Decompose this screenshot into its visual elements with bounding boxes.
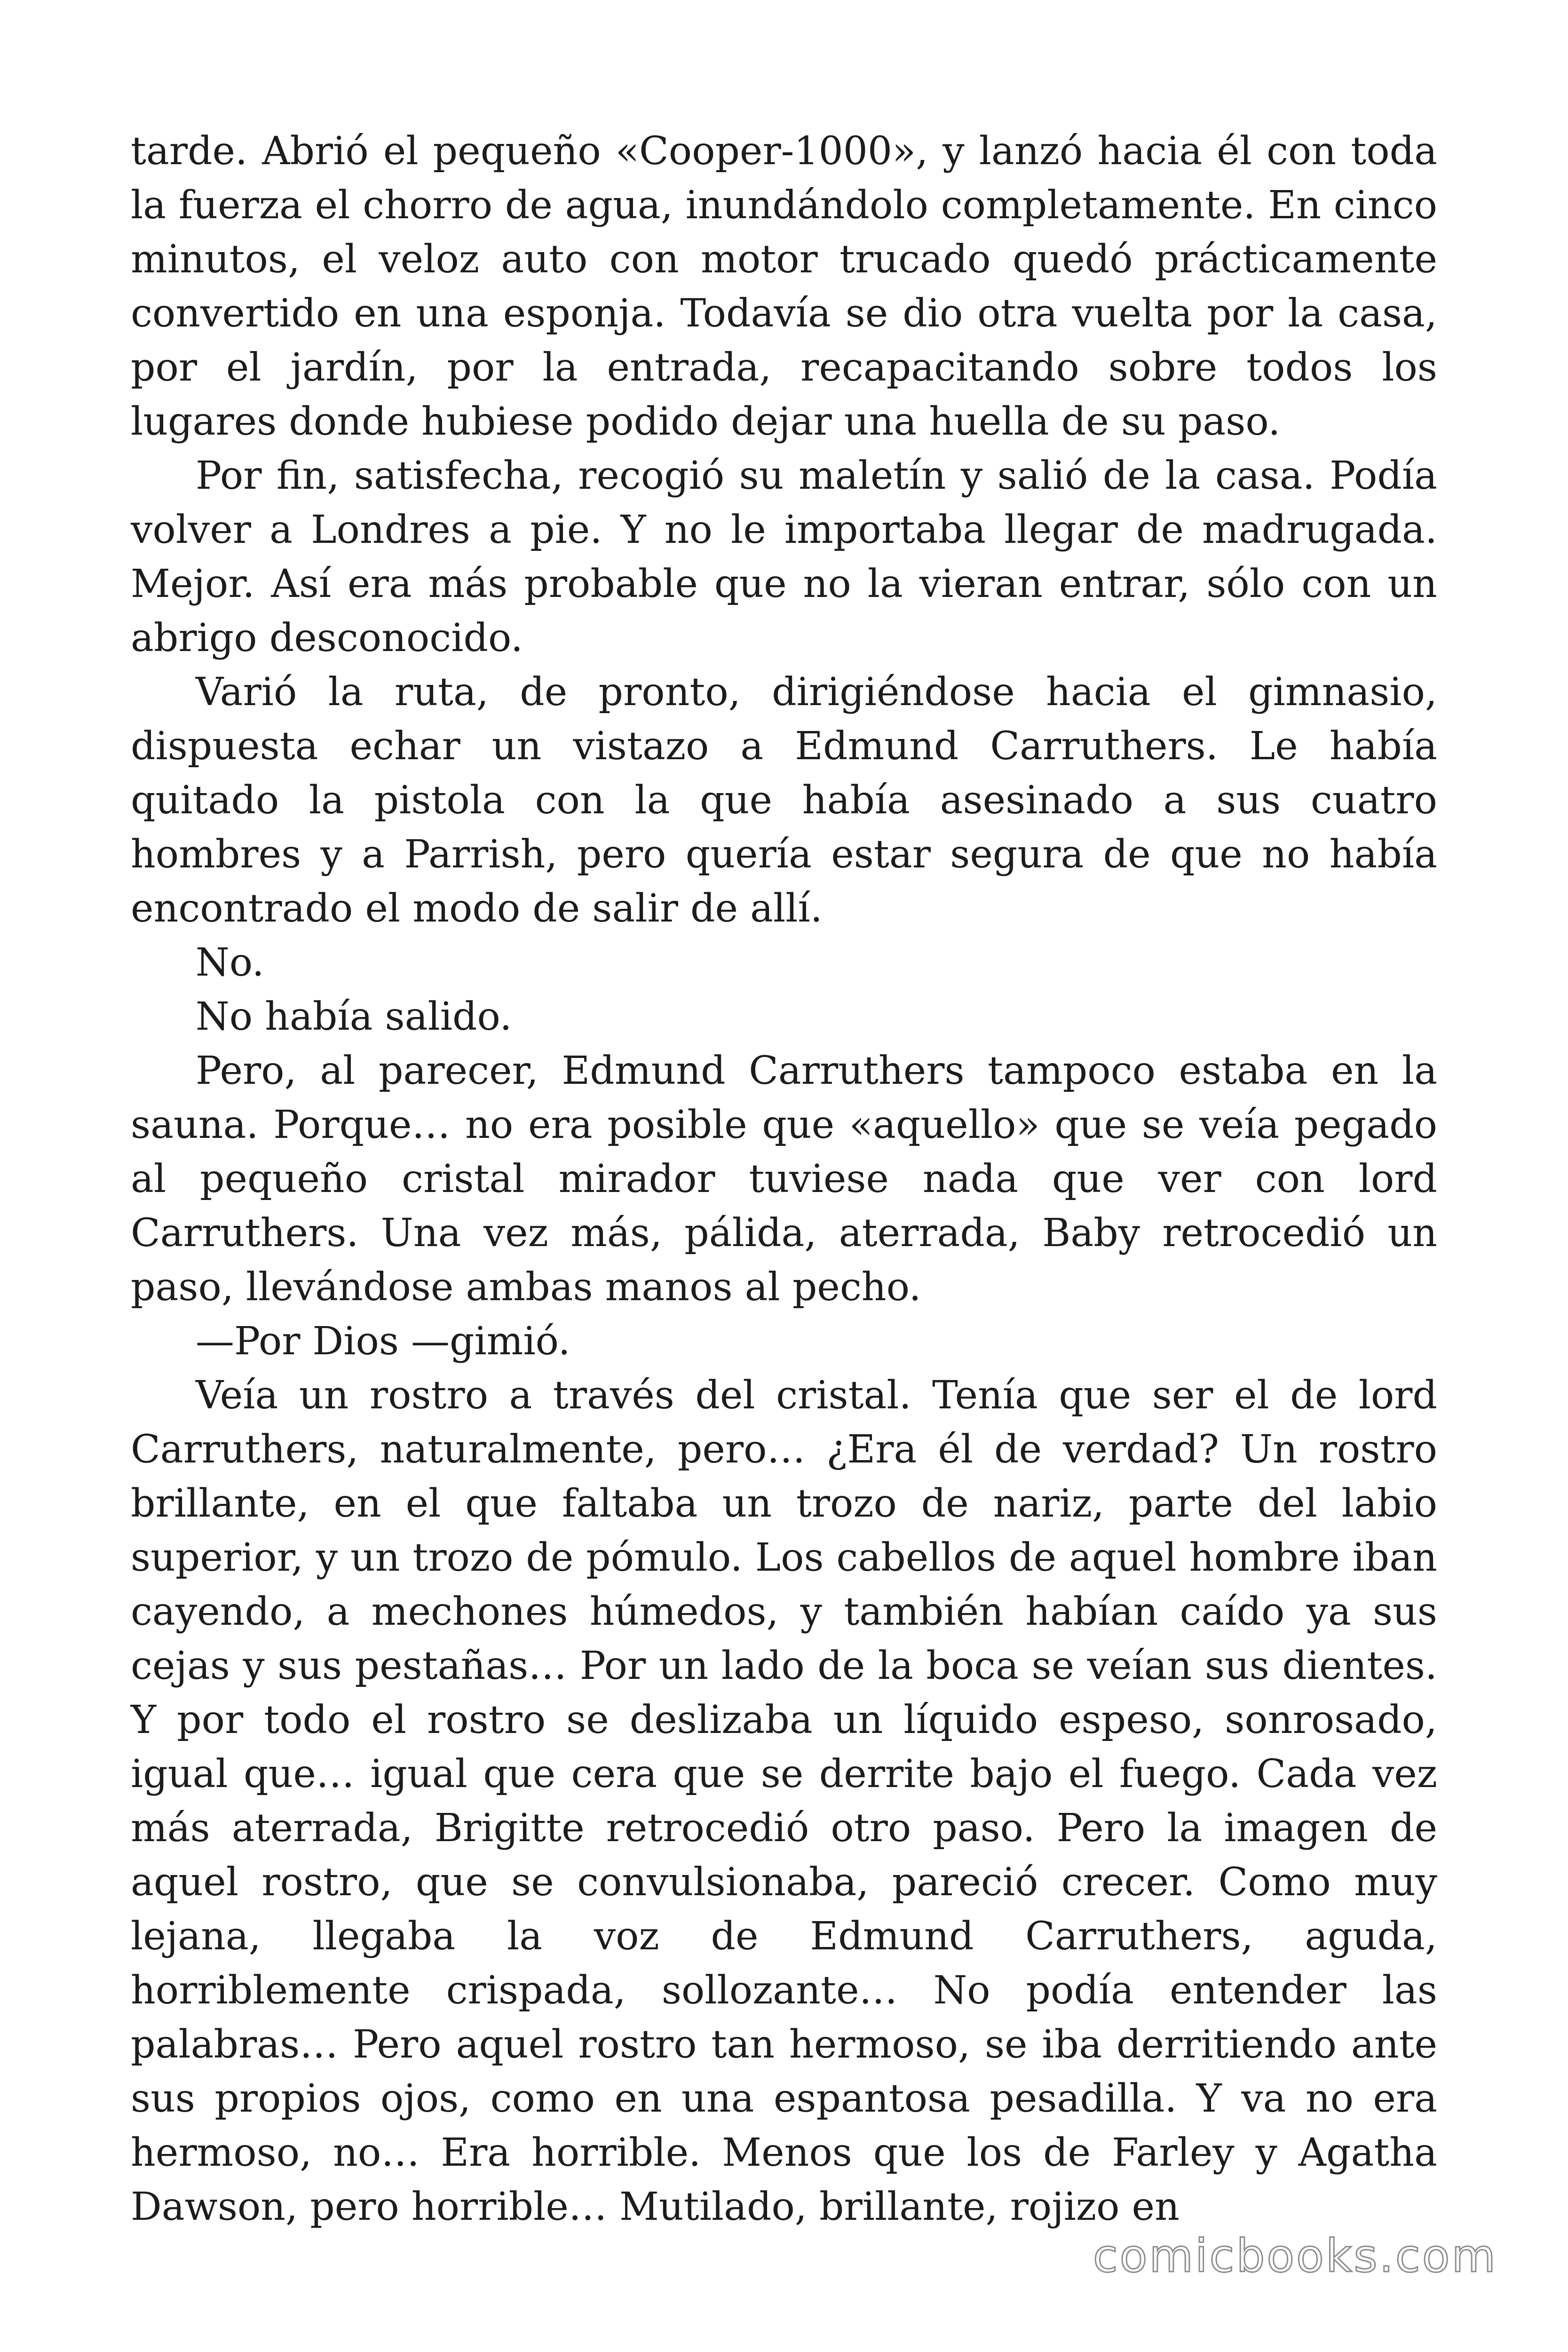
paragraph-8: Veía un rostro a través del cristal. Tenía que ser el de lord Carruthers, naturalmente, pero… ¿Era él de verdad? Un rostro brillante, en el que faltaba un trozo de nariz, parte del labio superior, y un trozo de pómulo. Los cabellos de aquel hombre iban cayendo, a mechones húmedos, y también habían caído ya sus cejas y sus pestañas… Por un lado de la boca se veían sus dientes. Y por todo el rostro se deslizaba un líquido espeso, sonrosado, igual que… igual que cera que se derrite bajo el fuego. Cada vez más aterrada, Brigitte retrocedió otro paso. Pero la imagen de aquel rostro, que se convulsionaba, pareció crecer. Como muy lejana, llegaba la voz de Edmund Carruthers, aguda, horriblemente crispada, sollozante… No podía entender las palabras… Pero aquel rostro tan hermoso, se iba derritiendo ante sus propios ojos, como en una espantosa pesadilla. Y va no era hermoso, no… Era horrible. Menos que los de Farley y Agatha Dawson, pero horrible… Mutilado, brillante, rojizo en	[131, 1373, 1437, 2229]
paragraph-1: tarde. Abrió el pequeño «Cooper-1000», y lanzó hacia él con toda la fuerza el chorro de agua, inundándolo completamente. En cinco minutos, el veloz auto con motor trucado quedó prácticamente convertido en una esponja. Todavía se dio otra vuelta por la casa, por el jardín, por la entrada, recapacitando sobre todos los lugares donde hubiese podido dejar una huella de su paso.	[131, 129, 1437, 444]
paragraph-7: —Por Dios —gimió.	[196, 1319, 570, 1364]
watermark-logo: comicbooks.com	[1093, 2230, 1497, 2282]
page-body	[131, 124, 1437, 2234]
paragraph-6: Pero, al parecer, Edmund Carruthers tampoco estaba en la sauna. Porque… no era posible que «aquello» que se veía pegado al pequeño cristal mirador tuviese nada que ver con lord Carruthers. Una vez más, pálida, aterrada, Baby retrocedió un paso, llevándose ambas manos al pecho.	[131, 1049, 1437, 1310]
paragraph-4: No.	[196, 940, 264, 985]
paragraph-3: Varió la ruta, de pronto, dirigiéndose hacia el gimnasio, dispuesta echar un vistazo a Edmund Carruthers. Le había quitado la pistola con la que había asesinado a sus cuatro hombres y a Parrish, pero quería estar segura de que no había encontrado el modo de salir de allí.	[131, 670, 1437, 931]
paragraph-5: No había salido.	[196, 994, 512, 1039]
paragraph-2: Por fin, satisfecha, recogió su maletín y salió de la casa. Podía volver a Londres a pie. Y no le importaba llegar de madrugada. Mejor. Así era más probable que no la vieran entrar, sólo con un abrigo desconocido.	[131, 453, 1437, 660]
